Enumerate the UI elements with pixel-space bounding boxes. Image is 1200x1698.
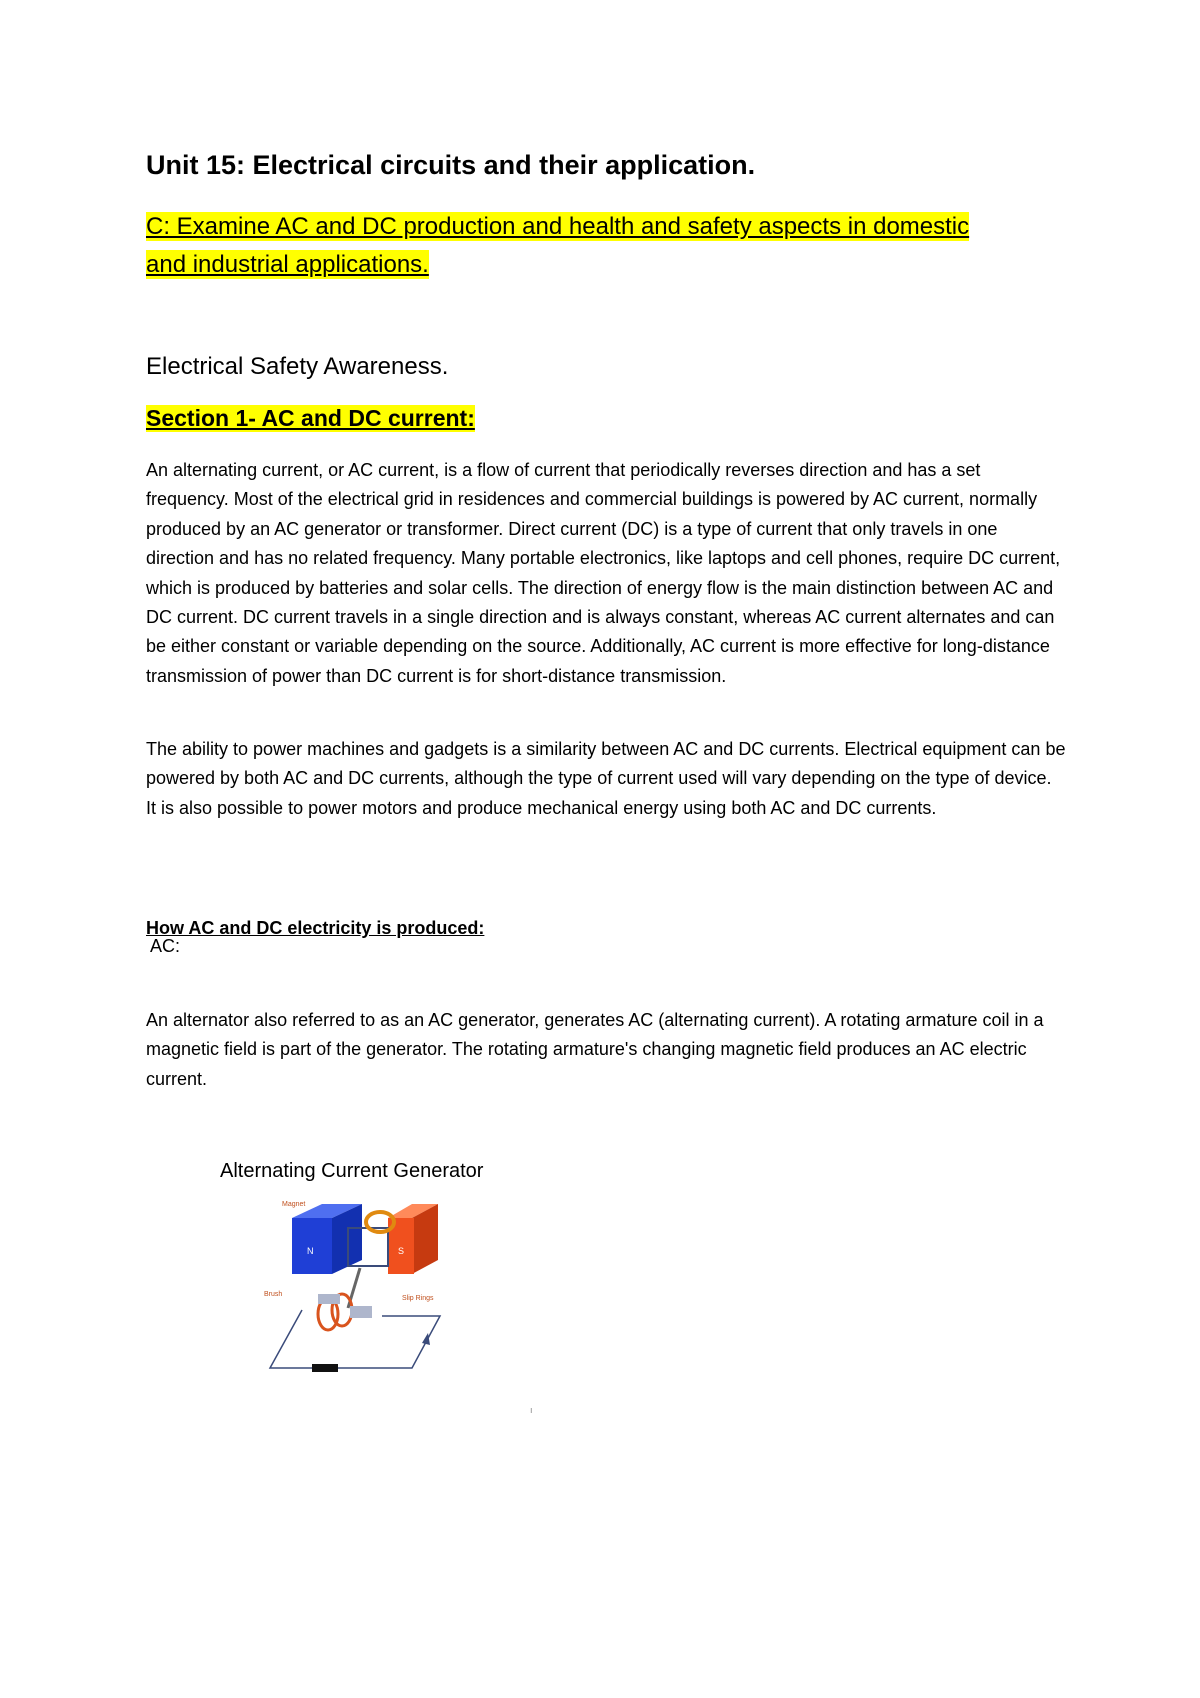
paragraph-ac-dc-definition: An alternating current, or AC current, is a flow of current that periodically reverses direction and has a set frequency. Most of the electrical grid in residences and commercial buildings is powered by AC current, normally produced by an AC generator or transformer. Direct current (DC) is a type of current that only travels in one direction and has no related frequency. Many portable electronics, like laptops and cell phones, require DC current, which is produced by batteries and solar cells. The direction of energy flow is the main distinction between AC and DC current. DC current travels in a single direction and is always constant, whereas AC current alternates and can be either constant or variable depending on the source. Additionally, AC current is more effective for long-distance transmission of power than DC current is for short-distance transmission. [146, 460, 1061, 686]
paragraph-alternator: An alternator also referred to as an AC generator, generates AC (alternating current). A rotating armature coil in a magnetic field is part of the generator. The rotating armature's changing magnetic field produces an AC electric current. [146, 1010, 1044, 1089]
heading-electrical-safety: Electrical Safety Awareness. [146, 353, 449, 380]
brush-1 [318, 1294, 340, 1304]
ac-generator-diagram [262, 1198, 472, 1378]
south-pole-label: S [398, 1246, 405, 1256]
slip-rings-label: Slip Rings [402, 1295, 434, 1302]
magnet-label: Magnet [282, 1201, 306, 1208]
brush-2 [350, 1306, 372, 1318]
subtitle [146, 208, 1046, 284]
document-title: Unit 15: Electrical circuits and their application. [146, 150, 756, 180]
circuit-wire [270, 1310, 440, 1368]
subtitle-line-1: C: Examine AC and DC production and health and safety aspects in domestic [146, 213, 970, 240]
brush-label: Brush [264, 1291, 283, 1298]
north-pole-label: N [307, 1246, 314, 1256]
current-arrow-icon [422, 1333, 430, 1345]
resistor-load [312, 1364, 338, 1372]
subtitle-line-2: and industrial applications. [146, 251, 429, 278]
paragraph-ac-dc-similarity: The ability to power machines and gadgets is a similarity between AC and DC currents. Electrical equipment can be powered by both AC and DC currents, although the type of current used will vary depending on the type of device. It is also possible to power motors and produce mechanical energy using both AC and DC currents. [146, 739, 1066, 818]
ac-label: AC: [150, 936, 181, 956]
section-1-heading: Section 1- AC and DC current: [146, 405, 475, 431]
subheading-production: How AC and DC electricity is produced: [146, 918, 485, 938]
page-mark: ı [530, 1405, 533, 1415]
figure-caption: Alternating Current Generator [220, 1160, 484, 1182]
